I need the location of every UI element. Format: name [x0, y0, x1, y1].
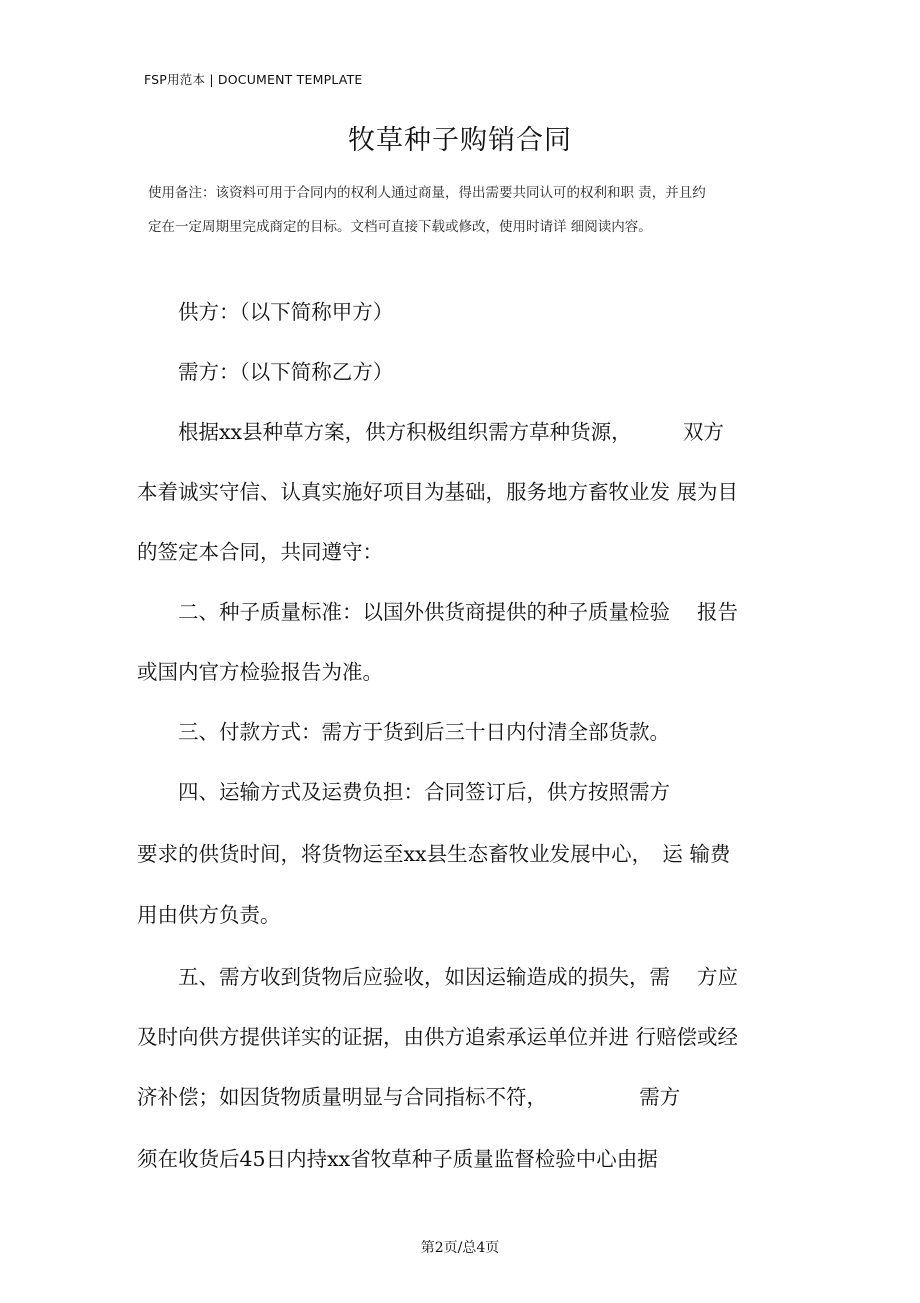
- body-line: 根据xx县种草方案，供方积极组织需方草种货源， 双方: [137, 420, 724, 444]
- body-line-clause-5: 五、需方收到货物后应验收，如因运输造成的损失，需 方应: [137, 965, 739, 989]
- body-line: 要求的供货时间，将货物运至xx县生态畜牧业发展中心， 运 输费: [137, 842, 731, 866]
- body-line: 的签定本合同，共同遵守：: [137, 540, 383, 564]
- body-line: 用由供方负责。: [137, 903, 281, 927]
- body-line-clause-2: 二、种子质量标准：以国外供货商提供的种子质量检验 报告: [137, 600, 739, 624]
- usage-note-line: 使用备注：该资料可用于合同内的权利人通过商量，得出需要共同认可的权利和职 责，并且约: [148, 185, 706, 201]
- usage-note: [148, 176, 788, 244]
- document-title: 牧草种子购销合同: [348, 125, 572, 156]
- body-line-clause-3: 三、付款方式：需方于货到后三十日内付清全部货款。: [137, 720, 670, 744]
- body-line: 济补偿；如因货物质量明显与合同指标不符， 需方: [137, 1085, 681, 1109]
- document-header-label: FSP用范本 | DOCUMENT TEMPLATE: [144, 72, 363, 87]
- body-line: 及时向供方提供详实的证据，由供方追索承运单位并进 行赔偿或经: [137, 1025, 739, 1049]
- body-line: 本着诚实守信、认真实施好项目为基础，服务地方畜牧业发 展为目: [137, 480, 739, 504]
- page-number-footer: 第2页/总4页: [420, 1240, 500, 1256]
- body-line: 须在收货后45日内持xx省牧草种子质量监督检验中心由据: [137, 1147, 658, 1171]
- body-line: 或国内官方检验报告为准。: [137, 660, 383, 684]
- usage-note-line: 定在一定周期里完成商定的目标。文档可直接下载或修改，使用时请详 细阅读内容。: [148, 219, 652, 235]
- body-line-supplier: 供方：（以下简称甲方）: [137, 300, 394, 324]
- body-line-clause-4: 四、运输方式及运费负担：合同签订后，供方按照需方: [137, 780, 670, 804]
- body-line-buyer: 需方：（以下简称乙方）: [137, 360, 394, 384]
